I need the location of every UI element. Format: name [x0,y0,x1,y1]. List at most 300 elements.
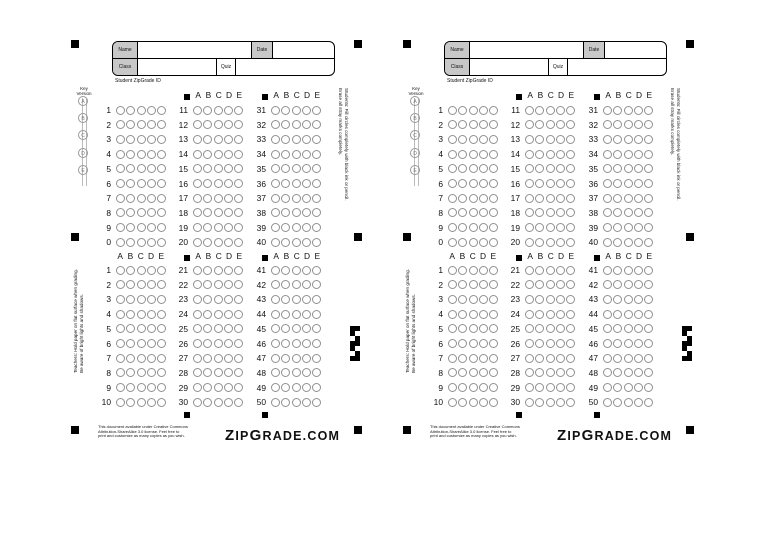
answer-bubble[interactable] [556,368,565,377]
answer-bubble[interactable] [193,135,202,144]
answer-bubble[interactable] [546,280,555,289]
answer-bubble[interactable] [234,179,243,188]
answer-bubble[interactable] [634,106,643,115]
answer-bubble[interactable] [147,208,156,217]
key-version-a[interactable]: A [410,96,420,106]
answer-bubble[interactable] [448,120,457,129]
answer-bubble[interactable] [292,150,301,159]
answer-bubble[interactable] [312,383,321,392]
answer-bubble[interactable] [448,398,457,407]
answer-bubble[interactable] [525,339,534,348]
answer-bubble[interactable] [224,266,233,275]
answer-bubble[interactable] [525,238,534,247]
answer-bubble[interactable] [458,238,467,247]
answer-bubble[interactable] [126,368,135,377]
answer-bubble[interactable] [634,295,643,304]
answer-bubble[interactable] [644,150,653,159]
answer-bubble[interactable] [281,208,290,217]
answer-bubble[interactable] [147,383,156,392]
answer-bubble[interactable] [613,120,622,129]
answer-bubble[interactable] [193,398,202,407]
answer-bubble[interactable] [448,295,457,304]
answer-bubble[interactable] [193,310,202,319]
answer-bubble[interactable] [292,280,301,289]
answer-bubble[interactable] [292,238,301,247]
key-version-b[interactable]: B [78,113,88,123]
answer-bubble[interactable] [214,135,223,144]
answer-bubble[interactable] [157,398,166,407]
answer-bubble[interactable] [535,150,544,159]
answer-bubble[interactable] [203,383,212,392]
answer-bubble[interactable] [613,208,622,217]
answer-bubble[interactable] [566,266,575,275]
answer-bubble[interactable] [292,266,301,275]
answer-bubble[interactable] [271,398,280,407]
answer-bubble[interactable] [234,223,243,232]
answer-bubble[interactable] [281,266,290,275]
answer-bubble[interactable] [147,150,156,159]
answer-bubble[interactable] [634,238,643,247]
answer-bubble[interactable] [489,150,498,159]
answer-bubble[interactable] [525,208,534,217]
answer-bubble[interactable] [525,150,534,159]
key-version-d[interactable]: D [78,148,88,158]
answer-bubble[interactable] [535,194,544,203]
answer-bubble[interactable] [634,398,643,407]
answer-bubble[interactable] [469,238,478,247]
answer-bubble[interactable] [214,208,223,217]
answer-bubble[interactable] [489,295,498,304]
answer-bubble[interactable] [469,208,478,217]
answer-bubble[interactable] [624,194,633,203]
answer-bubble[interactable] [147,120,156,129]
answer-bubble[interactable] [302,295,311,304]
answer-bubble[interactable] [292,368,301,377]
answer-bubble[interactable] [137,150,146,159]
answer-bubble[interactable] [556,179,565,188]
answer-bubble[interactable] [624,383,633,392]
answer-bubble[interactable] [479,295,488,304]
answer-bubble[interactable] [613,106,622,115]
answer-bubble[interactable] [489,120,498,129]
answer-bubble[interactable] [214,280,223,289]
answer-bubble[interactable] [234,280,243,289]
answer-bubble[interactable] [312,120,321,129]
answer-bubble[interactable] [644,280,653,289]
answer-bubble[interactable] [525,120,534,129]
answer-bubble[interactable] [613,368,622,377]
answer-bubble[interactable] [556,106,565,115]
answer-bubble[interactable] [281,398,290,407]
answer-bubble[interactable] [624,368,633,377]
answer-bubble[interactable] [458,324,467,333]
answer-bubble[interactable] [193,354,202,363]
answer-bubble[interactable] [292,106,301,115]
answer-bubble[interactable] [116,179,125,188]
answer-bubble[interactable] [302,339,311,348]
answer-bubble[interactable] [634,135,643,144]
answer-bubble[interactable] [535,120,544,129]
answer-bubble[interactable] [603,310,612,319]
answer-bubble[interactable] [525,164,534,173]
answer-bubble[interactable] [603,223,612,232]
answer-bubble[interactable] [193,223,202,232]
answer-bubble[interactable] [603,280,612,289]
answer-bubble[interactable] [535,223,544,232]
answer-bubble[interactable] [292,324,301,333]
answer-bubble[interactable] [603,324,612,333]
answer-bubble[interactable] [566,223,575,232]
answer-bubble[interactable] [556,324,565,333]
answer-bubble[interactable] [302,164,311,173]
answer-bubble[interactable] [634,310,643,319]
answer-bubble[interactable] [644,266,653,275]
answer-bubble[interactable] [644,368,653,377]
answer-bubble[interactable] [224,295,233,304]
answer-bubble[interactable] [271,266,280,275]
answer-bubble[interactable] [137,194,146,203]
answer-bubble[interactable] [312,324,321,333]
answer-bubble[interactable] [203,368,212,377]
answer-bubble[interactable] [126,179,135,188]
answer-bubble[interactable] [566,368,575,377]
key-version-a[interactable]: A [78,96,88,106]
answer-bubble[interactable] [556,398,565,407]
answer-bubble[interactable] [116,354,125,363]
answer-bubble[interactable] [126,266,135,275]
answer-bubble[interactable] [458,150,467,159]
answer-bubble[interactable] [312,354,321,363]
answer-bubble[interactable] [203,280,212,289]
answer-bubble[interactable] [147,223,156,232]
answer-bubble[interactable] [271,120,280,129]
answer-bubble[interactable] [234,164,243,173]
answer-bubble[interactable] [224,238,233,247]
answer-bubble[interactable] [203,339,212,348]
answer-bubble[interactable] [271,179,280,188]
answer-bubble[interactable] [566,310,575,319]
answer-bubble[interactable] [479,324,488,333]
answer-bubble[interactable] [634,339,643,348]
answer-bubble[interactable] [546,266,555,275]
answer-bubble[interactable] [448,339,457,348]
answer-bubble[interactable] [147,339,156,348]
answer-bubble[interactable] [302,383,311,392]
answer-bubble[interactable] [193,194,202,203]
answer-bubble[interactable] [224,120,233,129]
answer-bubble[interactable] [535,368,544,377]
answer-bubble[interactable] [458,194,467,203]
answer-bubble[interactable] [116,106,125,115]
class-field[interactable] [470,59,547,75]
answer-bubble[interactable] [624,324,633,333]
answer-bubble[interactable] [193,164,202,173]
answer-bubble[interactable] [137,368,146,377]
answer-bubble[interactable] [302,150,311,159]
answer-bubble[interactable] [613,194,622,203]
key-version-c[interactable]: C [78,130,88,140]
answer-bubble[interactable] [458,398,467,407]
answer-bubble[interactable] [302,398,311,407]
answer-bubble[interactable] [203,238,212,247]
answer-bubble[interactable] [302,310,311,319]
answer-bubble[interactable] [147,266,156,275]
answer-bubble[interactable] [224,164,233,173]
answer-bubble[interactable] [624,179,633,188]
answer-bubble[interactable] [214,295,223,304]
answer-bubble[interactable] [624,238,633,247]
answer-bubble[interactable] [214,266,223,275]
answer-bubble[interactable] [292,208,301,217]
answer-bubble[interactable] [137,164,146,173]
answer-bubble[interactable] [566,120,575,129]
answer-bubble[interactable] [312,398,321,407]
answer-bubble[interactable] [458,354,467,363]
answer-bubble[interactable] [234,295,243,304]
answer-bubble[interactable] [224,354,233,363]
answer-bubble[interactable] [137,223,146,232]
answer-bubble[interactable] [203,266,212,275]
answer-bubble[interactable] [479,238,488,247]
answer-bubble[interactable] [613,179,622,188]
answer-bubble[interactable] [644,194,653,203]
answer-bubble[interactable] [271,339,280,348]
answer-bubble[interactable] [634,223,643,232]
answer-bubble[interactable] [624,223,633,232]
answer-bubble[interactable] [479,280,488,289]
answer-bubble[interactable] [613,310,622,319]
answer-bubble[interactable] [556,208,565,217]
answer-bubble[interactable] [535,179,544,188]
answer-bubble[interactable] [281,295,290,304]
key-version-b[interactable]: B [410,113,420,123]
answer-bubble[interactable] [489,339,498,348]
answer-bubble[interactable] [234,324,243,333]
answer-bubble[interactable] [234,135,243,144]
answer-bubble[interactable] [193,383,202,392]
answer-bubble[interactable] [234,208,243,217]
answer-bubble[interactable] [193,179,202,188]
answer-bubble[interactable] [271,208,280,217]
answer-bubble[interactable] [302,208,311,217]
answer-bubble[interactable] [214,223,223,232]
answer-bubble[interactable] [302,120,311,129]
answer-bubble[interactable] [292,383,301,392]
answer-bubble[interactable] [479,223,488,232]
answer-bubble[interactable] [214,368,223,377]
answer-bubble[interactable] [281,354,290,363]
answer-bubble[interactable] [224,208,233,217]
answer-bubble[interactable] [613,135,622,144]
answer-bubble[interactable] [644,120,653,129]
answer-bubble[interactable] [644,398,653,407]
answer-bubble[interactable] [281,368,290,377]
answer-bubble[interactable] [448,150,457,159]
answer-bubble[interactable] [292,164,301,173]
answer-bubble[interactable] [566,135,575,144]
answer-bubble[interactable] [546,135,555,144]
answer-bubble[interactable] [546,208,555,217]
answer-bubble[interactable] [535,135,544,144]
answer-bubble[interactable] [234,194,243,203]
answer-bubble[interactable] [613,398,622,407]
answer-bubble[interactable] [157,135,166,144]
answer-bubble[interactable] [234,398,243,407]
answer-bubble[interactable] [469,310,478,319]
answer-bubble[interactable] [116,324,125,333]
answer-bubble[interactable] [126,280,135,289]
answer-bubble[interactable] [157,208,166,217]
answer-bubble[interactable] [224,339,233,348]
answer-bubble[interactable] [535,354,544,363]
answer-bubble[interactable] [302,223,311,232]
answer-bubble[interactable] [448,324,457,333]
answer-bubble[interactable] [613,238,622,247]
answer-bubble[interactable] [126,106,135,115]
answer-bubble[interactable] [458,266,467,275]
answer-bubble[interactable] [566,238,575,247]
answer-bubble[interactable] [624,266,633,275]
answer-bubble[interactable] [193,324,202,333]
answer-bubble[interactable] [448,164,457,173]
answer-bubble[interactable] [203,208,212,217]
date-field[interactable] [273,42,333,58]
answer-bubble[interactable] [448,106,457,115]
answer-bubble[interactable] [603,179,612,188]
answer-bubble[interactable] [312,179,321,188]
answer-bubble[interactable] [312,238,321,247]
answer-bubble[interactable] [312,150,321,159]
answer-bubble[interactable] [292,179,301,188]
class-field[interactable] [138,59,215,75]
answer-bubble[interactable] [448,208,457,217]
answer-bubble[interactable] [489,223,498,232]
answer-bubble[interactable] [556,164,565,173]
answer-bubble[interactable] [224,150,233,159]
answer-bubble[interactable] [147,135,156,144]
answer-bubble[interactable] [458,164,467,173]
answer-bubble[interactable] [535,266,544,275]
answer-bubble[interactable] [147,324,156,333]
answer-bubble[interactable] [126,310,135,319]
answer-bubble[interactable] [525,135,534,144]
answer-bubble[interactable] [292,295,301,304]
answer-bubble[interactable] [281,194,290,203]
answer-bubble[interactable] [566,383,575,392]
answer-bubble[interactable] [479,106,488,115]
answer-bubble[interactable] [126,324,135,333]
answer-bubble[interactable] [137,238,146,247]
answer-bubble[interactable] [214,398,223,407]
answer-bubble[interactable] [116,120,125,129]
answer-bubble[interactable] [469,179,478,188]
answer-bubble[interactable] [458,106,467,115]
answer-bubble[interactable] [271,150,280,159]
answer-bubble[interactable] [214,106,223,115]
answer-bubble[interactable] [469,280,478,289]
answer-bubble[interactable] [193,295,202,304]
name-field[interactable] [138,42,250,58]
answer-bubble[interactable] [525,280,534,289]
answer-bubble[interactable] [469,354,478,363]
answer-bubble[interactable] [489,324,498,333]
answer-bubble[interactable] [203,295,212,304]
answer-bubble[interactable] [525,223,534,232]
answer-bubble[interactable] [147,106,156,115]
answer-bubble[interactable] [479,368,488,377]
answer-bubble[interactable] [234,368,243,377]
answer-bubble[interactable] [624,339,633,348]
answer-bubble[interactable] [634,208,643,217]
answer-bubble[interactable] [458,280,467,289]
answer-bubble[interactable] [603,295,612,304]
answer-bubble[interactable] [535,106,544,115]
answer-bubble[interactable] [224,135,233,144]
answer-bubble[interactable] [458,368,467,377]
answer-bubble[interactable] [116,223,125,232]
answer-bubble[interactable] [271,280,280,289]
answer-bubble[interactable] [479,164,488,173]
answer-bubble[interactable] [489,354,498,363]
answer-bubble[interactable] [157,310,166,319]
answer-bubble[interactable] [525,324,534,333]
answer-bubble[interactable] [126,150,135,159]
answer-bubble[interactable] [566,280,575,289]
answer-bubble[interactable] [137,339,146,348]
answer-bubble[interactable] [535,310,544,319]
answer-bubble[interactable] [126,295,135,304]
answer-bubble[interactable] [613,150,622,159]
answer-bubble[interactable] [535,164,544,173]
answer-bubble[interactable] [644,106,653,115]
answer-bubble[interactable] [458,310,467,319]
answer-bubble[interactable] [271,354,280,363]
answer-bubble[interactable] [634,354,643,363]
answer-bubble[interactable] [525,398,534,407]
answer-bubble[interactable] [556,266,565,275]
answer-bubble[interactable] [116,398,125,407]
answer-bubble[interactable] [234,238,243,247]
answer-bubble[interactable] [234,383,243,392]
answer-bubble[interactable] [224,179,233,188]
answer-bubble[interactable] [271,106,280,115]
answer-bubble[interactable] [292,194,301,203]
answer-bubble[interactable] [644,164,653,173]
answer-bubble[interactable] [312,339,321,348]
answer-bubble[interactable] [556,135,565,144]
answer-bubble[interactable] [489,368,498,377]
answer-bubble[interactable] [157,238,166,247]
answer-bubble[interactable] [126,135,135,144]
answer-bubble[interactable] [281,280,290,289]
answer-bubble[interactable] [469,150,478,159]
answer-bubble[interactable] [193,106,202,115]
answer-bubble[interactable] [312,280,321,289]
answer-bubble[interactable] [137,354,146,363]
answer-bubble[interactable] [312,223,321,232]
answer-bubble[interactable] [214,150,223,159]
answer-bubble[interactable] [469,266,478,275]
answer-bubble[interactable] [644,295,653,304]
answer-bubble[interactable] [458,135,467,144]
answer-bubble[interactable] [556,120,565,129]
answer-bubble[interactable] [271,324,280,333]
answer-bubble[interactable] [613,295,622,304]
answer-bubble[interactable] [126,398,135,407]
answer-bubble[interactable] [603,135,612,144]
answer-bubble[interactable] [193,266,202,275]
answer-bubble[interactable] [546,179,555,188]
